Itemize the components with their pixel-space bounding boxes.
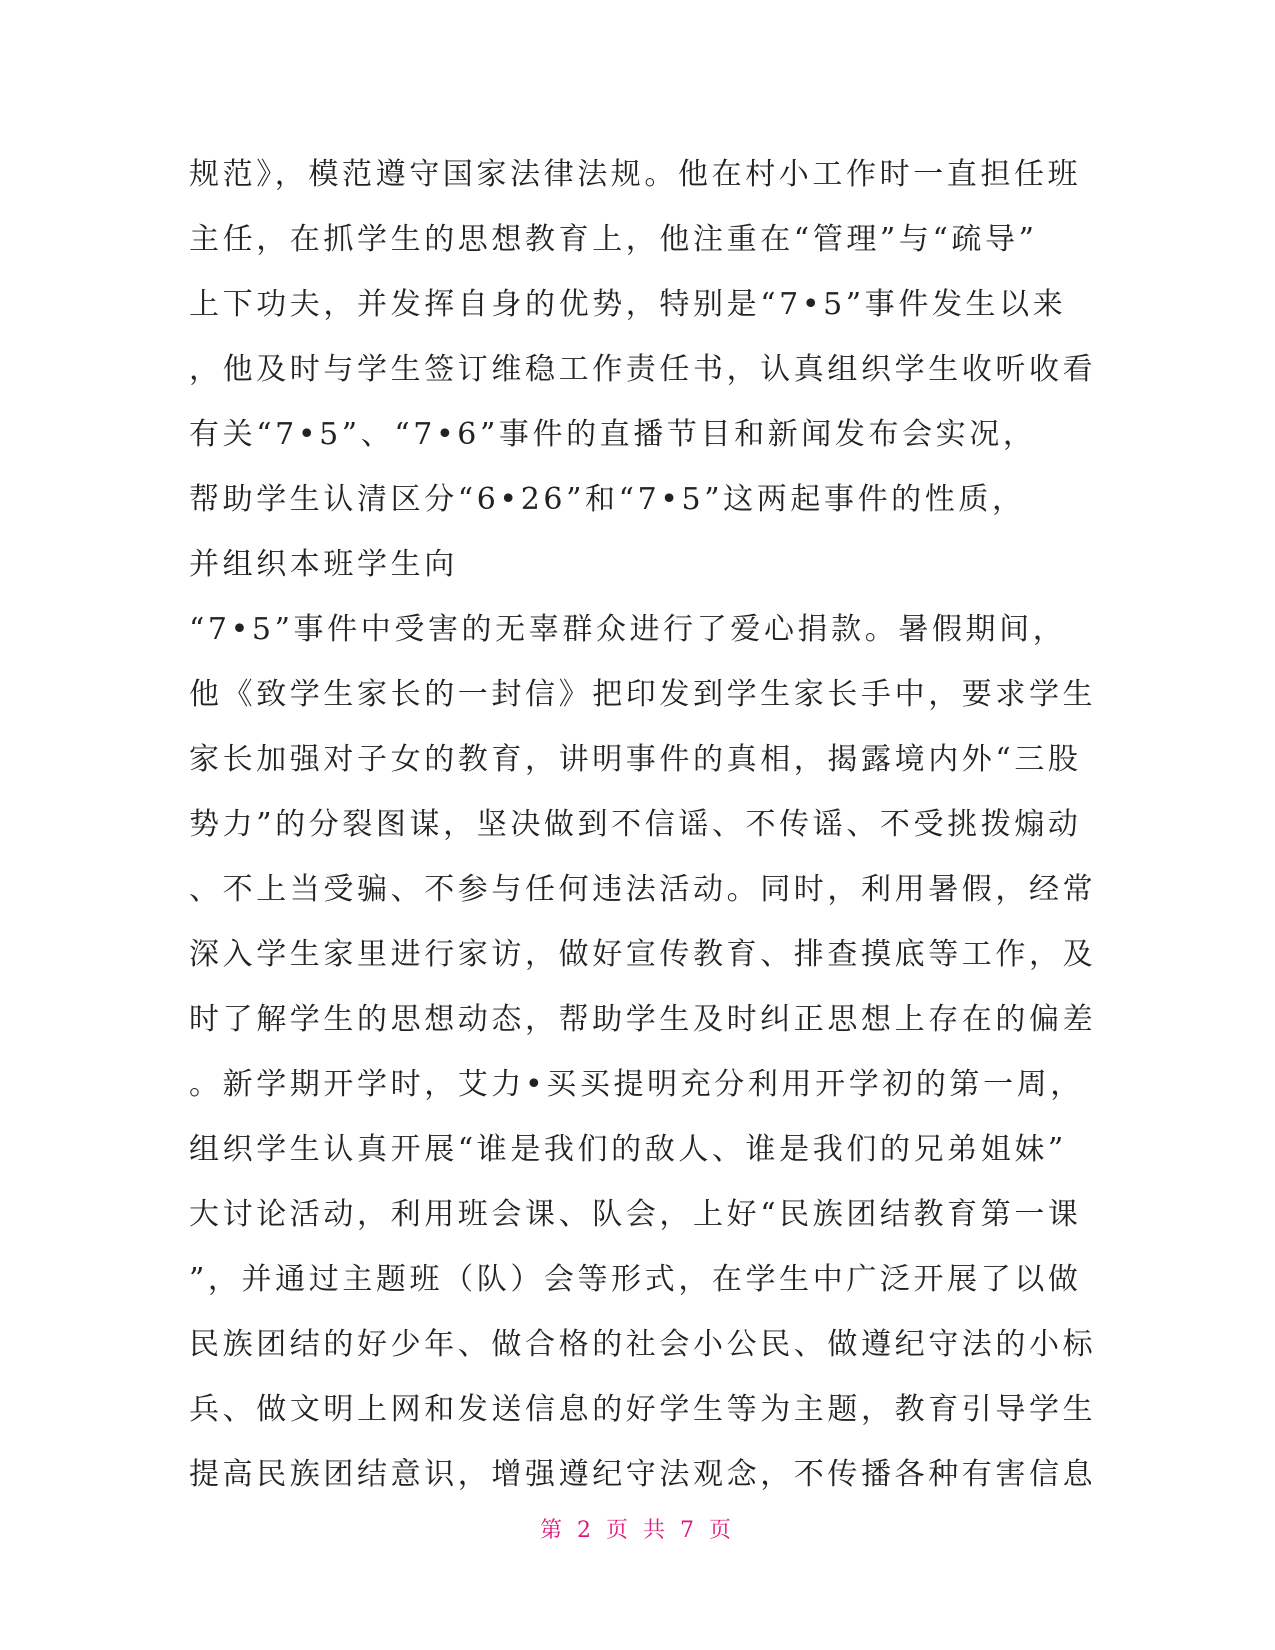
- text-line: 提高民族团结意识，增强遵纪守法观念，不传播各种有害信息: [189, 1457, 1097, 1492]
- text-line: 兵、做文明上网和发送信息的好学生等为主题，教育引导学生: [189, 1392, 1097, 1427]
- text-line: 并组织本班学生向: [189, 547, 458, 582]
- text-line: 。新学期开学时，艾力•买买提明充分利用开学初的第一周，: [189, 1067, 1084, 1102]
- text-line: “7•5”事件中受害的无辜群众进行了爱心捐款。暑假期间，: [189, 612, 1067, 647]
- text-line: ”，并通过主题班（队）会等形式，在学生中广泛开展了以做: [189, 1262, 1082, 1297]
- text-line: 势力”的分裂图谋，坚决做到不信谣、不传谣、不受挑拨煽动: [189, 807, 1082, 842]
- text-line: 帮助学生认清区分“6•26”和“7•5”这两起事件的性质，: [189, 482, 1026, 517]
- body-text: [189, 142, 1097, 1507]
- text-line: 主任，在抓学生的思想教育上，他注重在“管理”与“疏导”: [189, 222, 1038, 257]
- text-line: 民族团结的好少年、做合格的社会小公民、做遵纪守法的小标: [189, 1327, 1097, 1362]
- text-line: 深入学生家里进行家访，做好宣传教育、排查摸底等工作，及: [189, 937, 1097, 972]
- text-line: 有关“7•5”、“7•6”事件的直播节目和新闻发布会实况，: [189, 417, 1037, 452]
- text-line: 他《致学生家长的一封信》把印发到学生家长手中，要求学生: [189, 677, 1097, 712]
- text-line: ，他及时与学生签订维稳工作责任书，认真组织学生收听收看: [189, 352, 1097, 387]
- text-line: 上下功夫，并发挥自身的优势，特别是“7•5”事件发生以来: [189, 287, 1067, 322]
- text-line: 规范》，模范遵守国家法律法规。他在村小工作时一直担任班: [189, 157, 1082, 192]
- text-line: 家长加强对子女的教育，讲明事件的真相，揭露境内外“三股: [189, 742, 1082, 777]
- page-number-footer: 第 2 页 共 7 页: [540, 1518, 735, 1543]
- text-line: 组织学生认真开展“谁是我们的敌人、谁是我们的兄弟姐妹”: [189, 1132, 1067, 1167]
- text-line: 时了解学生的思想动态，帮助学生及时纠正思想上存在的偏差: [189, 1002, 1097, 1037]
- text-line: 、不上当受骗、不参与任何违法活动。同时，利用暑假，经常: [189, 872, 1097, 907]
- text-line: 大讨论活动，利用班会课、队会，上好“民族团结教育第一课: [189, 1197, 1082, 1232]
